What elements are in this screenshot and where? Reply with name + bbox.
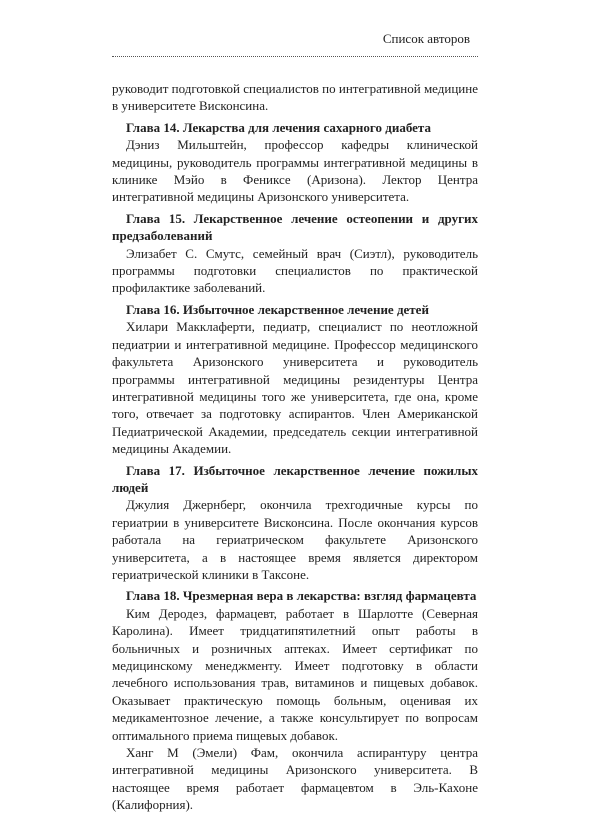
section-heading: Глава 14. Лекарства для лечения сахарного диабета bbox=[126, 119, 431, 135]
section-paragraph: Элизабет С. Смутс, семейный врач (Сиэтл), руководитель программы подготовки специалистов по практической профилактике заболеваний. bbox=[112, 245, 478, 296]
section-heading: Глава 17. Избыточное лекарственное лечение пожилых людей bbox=[112, 462, 478, 495]
section-paragraph: Джулия Джернберг, окончила трехгодичные курсы по гериатрии в университете Висконсина. После окончания курсов работала на гериатрическом факультете Аризонского университета, а в настоящее время является директором гериатрической клиники в Таксоне. bbox=[112, 497, 478, 582]
section-paragraph: Дэниз Мильштейн, профессор кафедры клинической медицины, руководитель программы интегративной медицины в клинике Мэйо в Фениксе (Аризона). Лектор Центра интегративной медицины Аризонского университета. bbox=[112, 137, 478, 205]
header-dotted-rule bbox=[112, 56, 478, 57]
section-heading: Глава 16. Избыточное лекарственное лечение детей bbox=[126, 301, 429, 317]
section-heading: Глава 15. Лекарственное лечение остеопении и других предзаболеваний bbox=[112, 210, 478, 244]
section-paragraph: Ким Деродез, фармацевт, работает в Шарлотте (Северная Каролина). Имеет тридцатипятилетний опыт работы в больничных и розничных аптеках. Имеет сертификат по медицинскому менеджменту. Имеет подготовку в области лечебного использования трав, витаминов и пищевых добавок. Оказывает практическую помощь больным, оценивая их медикаментозное лечение, а также консультирует по вопросам оптимального приема пищевых добавок. bbox=[112, 605, 478, 743]
page-header: Список авторов bbox=[382, 31, 470, 46]
page-content bbox=[112, 80, 478, 814]
intro-paragraph: руководит подготовкой специалистов по интегративной медицине в университете Висконсина. bbox=[112, 81, 478, 114]
section-paragraph: Хилари Макклаферти, педиатр, специалист по неотложной педиатрии и интегративной медицине. Профессор медицинского факультета Аризонского университета и руководитель программы интегративной медицины резидентуры Центра интегративной медицины того же университета, где она, кроме того, отвечает за подготовку аспирантов. Член Американской Педиатрической Академии, председатель секции интегративной медицины Академии. bbox=[112, 319, 478, 457]
section-paragraph: Ханг М (Эмели) Фам, окончила аспирантуру центра интегративной медицины Аризонского университета. В настоящее время работает фармацевтом в Эль-Кахоне (Калифорния). bbox=[112, 745, 478, 813]
section-heading: Глава 18. Чрезмерная вера в лекарства: взгляд фармацевта bbox=[126, 588, 477, 604]
